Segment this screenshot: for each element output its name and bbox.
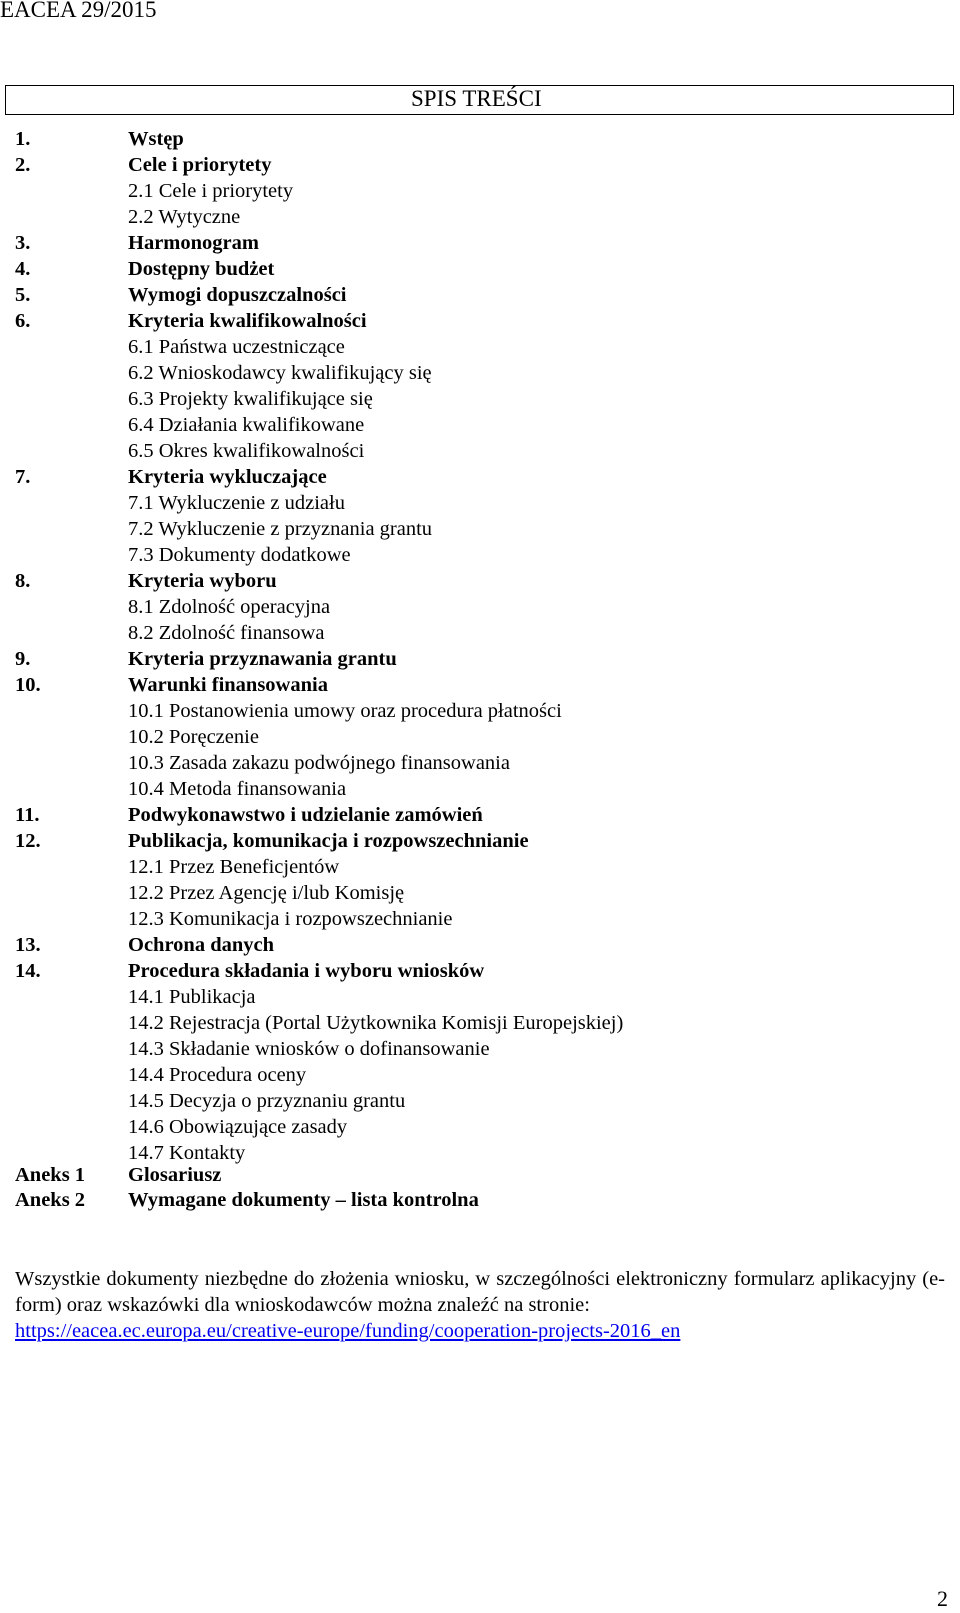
toc-subsection-title: 14.3 Składanie wniosków o dofinansowanie: [128, 1038, 490, 1060]
page-number: 2: [937, 1586, 948, 1611]
toc-subsection[interactable]: [0, 724, 960, 750]
toc-section-title: Podwykonawstwo i udzielanie zamówień: [128, 804, 483, 826]
toc-section[interactable]: [0, 256, 960, 282]
toc-subsection[interactable]: [0, 178, 960, 204]
toc-title-box: [5, 85, 954, 115]
toc-subsection-title: 10.2 Poręczenie: [128, 726, 259, 748]
toc-section[interactable]: [0, 958, 960, 984]
toc-subsection-title: 14.6 Obowiązujące zasady: [128, 1116, 348, 1138]
toc-section-number: 12.: [15, 830, 41, 852]
toc-subsection-title: 14.4 Procedura oceny: [128, 1064, 307, 1086]
toc-subsection[interactable]: [0, 1036, 960, 1062]
table-of-contents: [0, 126, 960, 1166]
toc-subsection[interactable]: [0, 1062, 960, 1088]
toc-subsection-title: 14.1 Publikacja: [128, 986, 256, 1008]
toc-section[interactable]: [0, 646, 960, 672]
toc-subsection[interactable]: [0, 490, 960, 516]
annex-1[interactable]: [0, 1162, 960, 1188]
toc-section-number: 9.: [15, 648, 31, 670]
toc-subsection-title: 6.2 Wnioskodawcy kwalifikujący się: [128, 362, 432, 384]
toc-subsection-title: 7.3 Dokumenty dodatkowe: [128, 544, 351, 566]
toc-subsection-title: 8.2 Zdolność finansowa: [128, 622, 325, 644]
documents-link[interactable]: https://eacea.ec.europa.eu/creative-europe/funding/cooperation-projects-2016_en: [15, 1320, 681, 1342]
toc-subsection-title: 6.1 Państwa uczestniczące: [128, 336, 345, 358]
toc-subsection-title: 14.5 Decyzja o przyznaniu grantu: [128, 1090, 406, 1112]
toc-section-number: 10.: [15, 674, 41, 696]
toc-section[interactable]: [0, 464, 960, 490]
toc-subsection-title: 14.2 Rejestracja (Portal Użytkownika Komisji Europejskiej): [128, 1012, 624, 1034]
toc-subsection[interactable]: [0, 334, 960, 360]
toc-section-title: Wymogi dopuszczalności: [128, 284, 347, 306]
toc-section-number: 6.: [15, 310, 31, 332]
annex-number: Aneks 2: [15, 1189, 86, 1211]
toc-title: SPIS TREŚCI: [411, 86, 542, 111]
toc-subsection-title: 10.1 Postanowienia umowy oraz procedura płatności: [128, 700, 562, 722]
toc-section-number: 8.: [15, 570, 31, 592]
toc-section[interactable]: [0, 230, 960, 256]
toc-section[interactable]: [0, 282, 960, 308]
toc-section-title: Kryteria kwalifikowalności: [128, 310, 367, 332]
toc-section-title: Cele i priorytety: [128, 154, 272, 176]
toc-section-number: 13.: [15, 934, 41, 956]
toc-section-title: Publikacja, komunikacja i rozpowszechnianie: [128, 830, 529, 852]
toc-subsection[interactable]: [0, 750, 960, 776]
note-text: Wszystkie dokumenty niezbędne do złożenia wniosku, w szczególności elektroniczny formularz aplikacyjny (e-form) oraz wskazówki dla wnioskodawców można znaleźć na stronie:: [15, 1268, 945, 1316]
toc-section[interactable]: [0, 152, 960, 178]
toc-subsection-title: 7.2 Wykluczenie z przyznania grantu: [128, 518, 433, 540]
toc-subsection-title: 14.7 Kontakty: [128, 1142, 246, 1164]
toc-subsection-title: 6.3 Projekty kwalifikujące się: [128, 388, 373, 410]
toc-subsection-title: 2.2 Wytyczne: [128, 206, 241, 228]
toc-section-number: 3.: [15, 232, 31, 254]
toc-section-title: Ochrona danych: [128, 934, 275, 956]
toc-section-title: Procedura składania i wyboru wniosków: [128, 960, 485, 982]
toc-section-number: 4.: [15, 258, 31, 280]
toc-section-title: Kryteria wyboru: [128, 570, 277, 592]
toc-section[interactable]: [0, 126, 960, 152]
toc-section[interactable]: [0, 828, 960, 854]
toc-section-number: 5.: [15, 284, 31, 306]
document-reference: EACEA 29/2015: [0, 0, 157, 22]
toc-subsection[interactable]: [0, 1088, 960, 1114]
toc-section-number: 2.: [15, 154, 31, 176]
toc-subsection-title: 2.1 Cele i priorytety: [128, 180, 294, 202]
toc-section-number: 1.: [15, 128, 31, 150]
toc-subsection-title: 12.3 Komunikacja i rozpowszechnianie: [128, 908, 453, 930]
toc-section-number: 14.: [15, 960, 41, 982]
toc-subsection[interactable]: [0, 1114, 960, 1140]
toc-section-title: Wstęp: [128, 128, 184, 150]
toc-subsection[interactable]: [0, 360, 960, 386]
toc-section-title: Kryteria przyznawania grantu: [128, 648, 397, 670]
toc-subsection-title: 6.4 Działania kwalifikowane: [128, 414, 365, 436]
toc-section[interactable]: [0, 568, 960, 594]
toc-section[interactable]: [0, 932, 960, 958]
toc-subsection[interactable]: [0, 542, 960, 568]
toc-subsection-title: 12.1 Przez Beneficjentów: [128, 856, 340, 878]
toc-subsection-title: 10.4 Metoda finansowania: [128, 778, 347, 800]
toc-subsection[interactable]: [0, 984, 960, 1010]
toc-section[interactable]: [0, 308, 960, 334]
annex-number: Aneks 1: [15, 1164, 86, 1186]
toc-subsection[interactable]: [0, 1010, 960, 1036]
toc-subsection-title: 7.1 Wykluczenie z udziału: [128, 492, 345, 514]
toc-section-title: Warunki finansowania: [128, 674, 328, 696]
toc-subsection-title: 8.1 Zdolność operacyjna: [128, 596, 331, 618]
annex-title: Wymagane dokumenty – lista kontrolna: [128, 1189, 479, 1211]
toc-section-title: Harmonogram: [128, 232, 259, 254]
toc-subsection[interactable]: [0, 854, 960, 880]
toc-subsection[interactable]: [0, 386, 960, 412]
toc-subsection[interactable]: [0, 412, 960, 438]
toc-subsection-title: 12.2 Przez Agencję i/lub Komisję: [128, 882, 405, 904]
toc-section-number: 7.: [15, 466, 31, 488]
toc-subsection[interactable]: [0, 698, 960, 724]
toc-section-title: Dostępny budżet: [128, 258, 275, 280]
toc-subsection[interactable]: [0, 204, 960, 230]
toc-subsection[interactable]: [0, 438, 960, 464]
toc-subsection[interactable]: [0, 516, 960, 542]
toc-subsection[interactable]: [0, 776, 960, 802]
toc-subsection[interactable]: [0, 594, 960, 620]
toc-section[interactable]: [0, 672, 960, 698]
toc-subsection[interactable]: [0, 906, 960, 932]
toc-section-title: Kryteria wykluczające: [128, 466, 327, 488]
toc-section[interactable]: [0, 802, 960, 828]
note-paragraph: [15, 1266, 945, 1344]
toc-subsection-title: 6.5 Okres kwalifikowalności: [128, 440, 365, 462]
annex-title: Glosariusz: [128, 1164, 222, 1186]
toc-subsection[interactable]: [0, 880, 960, 906]
toc-section-number: 11.: [15, 804, 40, 826]
toc-subsection-title: 10.3 Zasada zakazu podwójnego finansowania: [128, 752, 510, 774]
annex-2[interactable]: [0, 1187, 960, 1213]
toc-subsection[interactable]: [0, 620, 960, 646]
